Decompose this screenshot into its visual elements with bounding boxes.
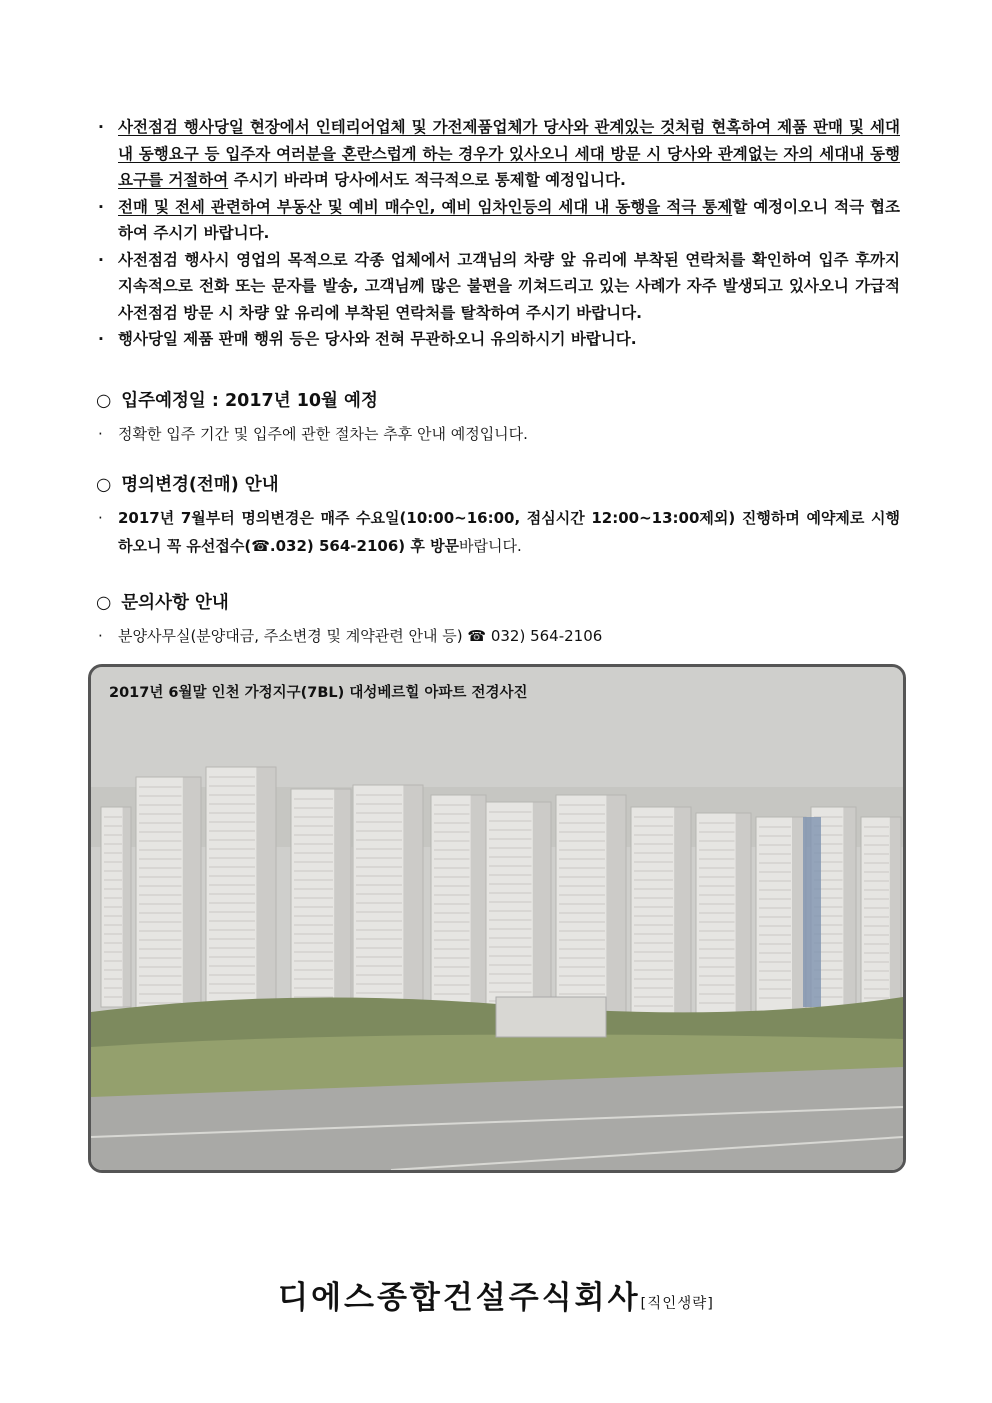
tower-shade bbox=[123, 807, 131, 1007]
tower-shade bbox=[183, 777, 201, 1027]
tower-shade bbox=[843, 807, 856, 1012]
transfer-title-text: 명의변경(전매) 안내 bbox=[121, 475, 279, 495]
apartment-complex-photo bbox=[91, 667, 903, 1170]
move-in-title bbox=[96, 388, 900, 414]
circle-bullet-icon: ○ bbox=[96, 391, 112, 411]
notice-item bbox=[96, 114, 900, 194]
tower-shade bbox=[736, 813, 751, 1018]
transfer-section bbox=[96, 472, 900, 560]
community-building bbox=[496, 997, 606, 1037]
apartment-photo-frame bbox=[88, 664, 906, 1173]
circle-bullet-icon: ○ bbox=[96, 593, 112, 613]
move-in-detail: · 정확한 입주 기간 및 입주에 관한 절차는 추후 안내 예정입니다. bbox=[96, 420, 900, 448]
circle-bullet-icon: ○ bbox=[96, 475, 112, 495]
tower-shade bbox=[256, 767, 276, 1037]
move-in-title-text: 입주예정일 : 2017년 10월 예정 bbox=[121, 391, 378, 411]
transfer-title bbox=[96, 472, 900, 498]
tower-shade bbox=[533, 802, 551, 1017]
notice-item bbox=[96, 326, 900, 353]
notice-text: 할 예정이오니 적극 협조하여 주시기 바랍니다. bbox=[118, 197, 901, 242]
photo-caption: 2017년 6월말 인천 가정지구(7BL) 대성베르힐 아파트 전경사진 bbox=[109, 685, 528, 701]
notice-text: 전매 및 전세 관련하여 부동산 및 예비 매수인, 예비 임차인등의 세대 내 동행을 적극 통제 bbox=[118, 197, 733, 216]
notice-text: 사전점검 행사시 영업의 목적으로 각종 업체에서 고객님의 차량 앞 유리에 부착된 연락처를 확인하여 입주 후까지 지속적으로 전화 또는 문자를 발송, 고객님께 많은 불편을 끼쳐드리고 있는 사례가 자주 발생되고 있사오니 가급적 사전점검 방문 시 차량 앞 유리에 부착된 연락처를 탈착하여 주시기 바랍니다. bbox=[118, 250, 900, 322]
tower-shade bbox=[334, 789, 351, 1024]
inquiry-title bbox=[96, 590, 900, 616]
blue-tower-face bbox=[803, 817, 821, 1007]
signature-block bbox=[0, 1272, 992, 1317]
transfer-detail bbox=[96, 504, 900, 560]
transfer-detail-rest: 바랍니다. bbox=[459, 537, 522, 555]
notice-text: 행사당일 제품 판매 행위 등은 당사와 전혀 무관하오니 유의하시기 바랍니다. bbox=[118, 330, 637, 348]
company-name: 디에스종합건설주식회사 bbox=[278, 1280, 641, 1316]
notice-item bbox=[96, 247, 900, 327]
tower-shade bbox=[606, 795, 626, 1025]
transfer-detail-bold: 2017년 7월부터 명의변경은 매주 수요일(10:00~16:00, 점심시간 12:00~13:00제외) 진행하며 예약제로 시행하오니 꼭 유선접수(☎.032) 564-2106) 후 방문 bbox=[118, 509, 900, 555]
inquiry-section bbox=[96, 590, 900, 650]
notice-list bbox=[96, 114, 900, 353]
tower-shade bbox=[674, 807, 691, 1022]
move-in-section bbox=[96, 388, 900, 448]
tower-shade bbox=[471, 795, 486, 1020]
notice-text: 사전점검 행사당일 현장에서 인테리어업체 및 가전제품업체가 당사와 관계있는 것처럼 현혹하여 제품 판매 및 세대 내 동행요구 등 입주자 여러분을 혼란스럽게 하는 경우가 있사오니 세대 방문 시 당사와 관계없는 자의 세대내 동행 요구를 거절하여 bbox=[118, 118, 900, 189]
tower-shade bbox=[403, 785, 423, 1025]
seal-omitted-note: [직인생략] bbox=[640, 1296, 714, 1312]
inquiry-title-text: 문의사항 안내 bbox=[121, 593, 229, 613]
notice-item bbox=[96, 194, 900, 247]
notice-text: 주시기 바라며 당사에서도 적극적으로 통제할 예정입니다. bbox=[228, 171, 626, 189]
inquiry-detail: · 분양사무실(분양대금, 주소변경 및 계약관련 안내 등) ☎ 032) 564-2106 bbox=[96, 622, 900, 650]
tower-shade bbox=[890, 817, 901, 1007]
